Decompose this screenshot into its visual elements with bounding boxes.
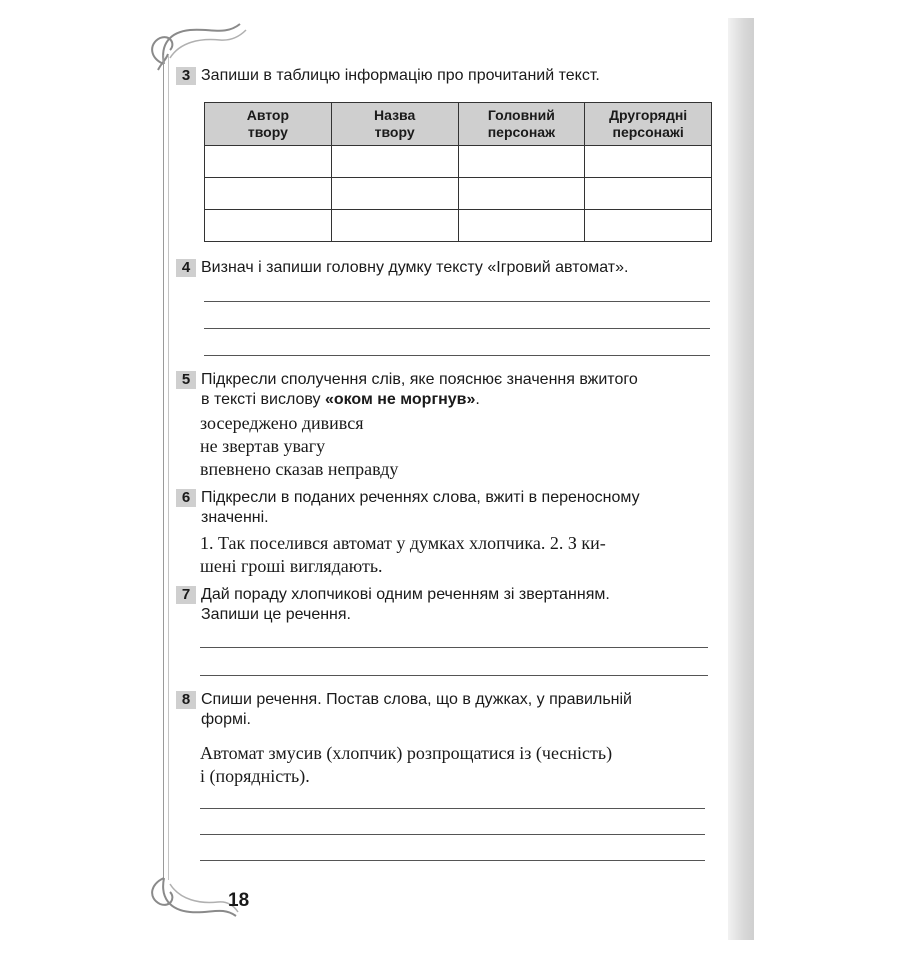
table-cell[interactable]	[458, 210, 585, 242]
task-3	[176, 66, 600, 86]
column-header-secondary-characters: Другорядні персонажі	[585, 103, 712, 146]
page-fold-shadow	[728, 18, 754, 940]
task-number: 3	[176, 67, 196, 85]
column-header-title: Назва твору	[331, 103, 458, 146]
sentence-text: шені гроші виглядають.	[200, 556, 383, 576]
table-cell[interactable]	[205, 178, 332, 210]
task-instruction: Визнач і запиши головну думку тексту «Ігровий автомат».	[201, 259, 629, 276]
table-row	[205, 146, 712, 178]
table-cell[interactable]	[585, 146, 712, 178]
answer-line[interactable]	[204, 301, 710, 302]
table-cell[interactable]	[205, 146, 332, 178]
table-row	[205, 178, 712, 210]
task-number: 6	[176, 489, 196, 507]
task-number: 7	[176, 586, 196, 604]
task-7	[176, 585, 610, 605]
table-cell[interactable]	[585, 210, 712, 242]
frame-border-inner	[168, 55, 170, 880]
task-5-line2: в тексті вислову «оком не моргнув».	[201, 391, 480, 408]
bottom-ornament-icon	[140, 870, 240, 930]
task-instruction: значенні.	[201, 509, 269, 526]
table-cell[interactable]	[331, 178, 458, 210]
task-instruction: Підкресли в поданих реченнях слова, вжиті в переносному	[201, 489, 640, 506]
task-instruction: Підкресли сполучення слів, яке пояснює значення вжитого	[201, 371, 638, 388]
task-instruction: в тексті вислову	[201, 391, 325, 408]
table-cell[interactable]	[331, 146, 458, 178]
table-cell[interactable]	[458, 146, 585, 178]
task-5	[176, 370, 638, 390]
table-cell[interactable]	[331, 210, 458, 242]
answer-line[interactable]	[200, 834, 705, 835]
column-header-author: Автор твору	[205, 103, 332, 146]
task-6	[176, 488, 640, 508]
task-instruction: Дай пораду хлопчикові одним реченням зі звертанням.	[201, 586, 610, 603]
task-instruction: Спиши речення. Постав слова, що в дужках, у правильній	[201, 691, 632, 708]
task-number: 8	[176, 691, 196, 709]
option-item[interactable]: не звертав увагу	[200, 436, 326, 456]
table-cell[interactable]	[458, 178, 585, 210]
table-cell[interactable]	[585, 178, 712, 210]
answer-line[interactable]	[200, 675, 708, 676]
table-cell[interactable]	[205, 210, 332, 242]
answer-line[interactable]	[200, 808, 705, 809]
task-4	[176, 258, 628, 278]
task-8	[176, 690, 632, 710]
sentence-text: і (порядність).	[200, 766, 310, 786]
answer-line[interactable]	[200, 860, 705, 861]
frame-border	[163, 55, 165, 880]
answer-line[interactable]	[200, 647, 708, 648]
task-number: 5	[176, 371, 196, 389]
answer-line[interactable]	[204, 355, 710, 356]
option-item[interactable]: впевнено сказав неправду	[200, 459, 399, 479]
task-instruction: формі.	[201, 711, 251, 728]
task-instruction: Запиши це речення.	[201, 606, 351, 623]
column-header-main-character: Головний персонаж	[458, 103, 585, 146]
info-table	[204, 102, 712, 242]
task-number: 4	[176, 259, 196, 277]
task-instruction: Запиши в таблицю інформацію про прочитаний текст.	[201, 67, 600, 84]
page-number: 18	[228, 890, 250, 911]
highlighted-phrase: «оком не моргнув»	[324, 391, 476, 408]
top-ornament-icon	[140, 14, 250, 74]
sentence-text: 1. Так поселився автомат у думках хлопчика. 2. З ки-	[200, 533, 606, 553]
sentence-text: Автомат змусив (хлопчик) розпрощатися із (чесність)	[200, 743, 613, 763]
option-item[interactable]: зосереджено дивився	[200, 413, 364, 433]
table-row	[205, 210, 712, 242]
answer-line[interactable]	[204, 328, 710, 329]
